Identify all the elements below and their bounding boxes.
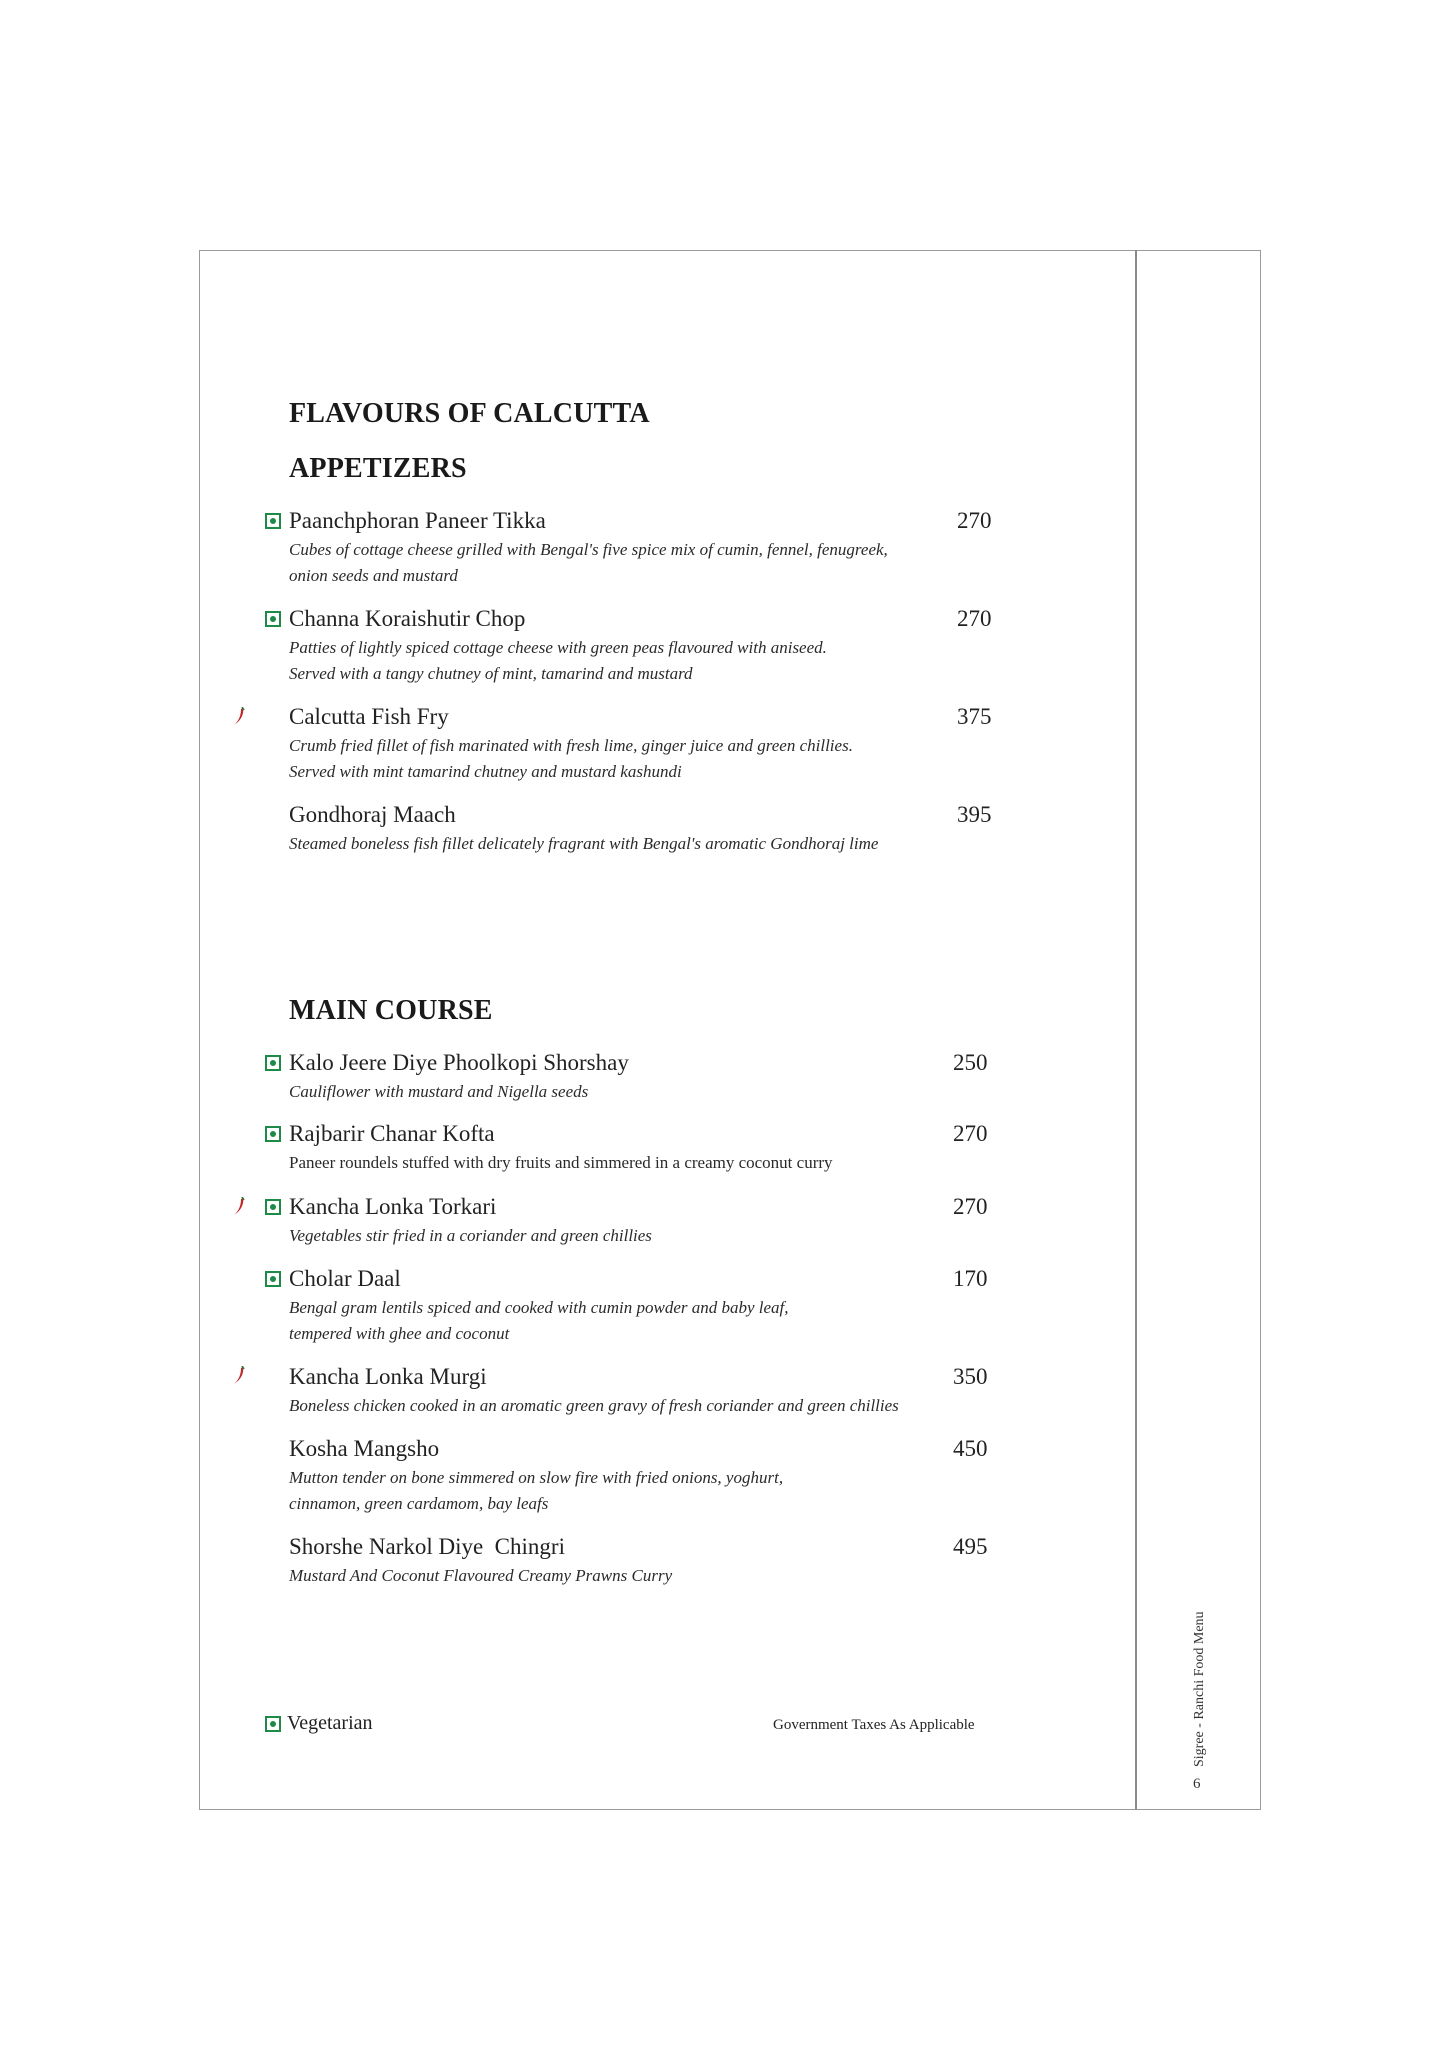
item-price: 450	[953, 1436, 988, 1461]
item-price: 250	[953, 1050, 988, 1075]
item-description: Boneless chicken cooked in an aromatic green gravy of fresh coriander and green chillies	[289, 1396, 899, 1415]
item-description: Cubes of cottage cheese grilled with Bengal's five spice mix of cumin, fennel, fenugreek, onion seeds and mustard	[289, 540, 888, 585]
item-name: Kancha Lonka Murgi	[289, 1364, 487, 1389]
item-description: Patties of lightly spiced cottage cheese with green peas flavoured with aniseed. Served with a tangy chutney of mint, tamarind and mustard	[289, 638, 827, 683]
menu-item	[289, 1120, 989, 1176]
legend-label: Vegetarian	[287, 1712, 373, 1734]
page-number: 6	[1193, 1776, 1201, 1792]
tax-note: Government Taxes As Applicable	[773, 1717, 975, 1733]
item-price: 270	[957, 606, 992, 631]
menu-item	[289, 1435, 929, 1517]
menu-item	[289, 507, 929, 589]
red-chilli-icon	[232, 707, 246, 727]
item-description: Vegetables stir fried in a coriander and green chillies	[289, 1226, 652, 1245]
item-price: 395	[957, 802, 992, 827]
item-name: Channa Koraishutir Chop	[289, 606, 526, 631]
menu-item	[289, 1265, 929, 1347]
item-name: Gondhoraj Maach	[289, 802, 456, 827]
item-name: Kosha Mangsho	[289, 1436, 440, 1461]
item-price: 375	[957, 704, 992, 729]
veg-icon	[265, 1126, 281, 1142]
menu-item	[289, 703, 929, 785]
menu-item	[289, 1193, 929, 1249]
item-description: Mustard And Coconut Flavoured Creamy Prawns Curry	[289, 1566, 673, 1585]
item-name: Cholar Daal	[289, 1266, 401, 1291]
item-price: 270	[953, 1121, 988, 1146]
item-price: 350	[953, 1364, 988, 1389]
main-course-heading: MAIN COURSE	[289, 995, 493, 1026]
item-name: Calcutta Fish Fry	[289, 704, 449, 729]
item-description: Mutton tender on bone simmered on slow fire with fried onions, yoghurt, cinnamon, green cardamom, bay leafs	[289, 1468, 784, 1513]
item-name: Rajbarir Chanar Kofta	[289, 1121, 495, 1146]
item-description: Crumb fried fillet of fish marinated with fresh lime, ginger juice and green chillies. Served with mint tamarind chutney and mustard kashundi	[289, 736, 853, 781]
cuisine-heading: FLAVOURS OF CALCUTTA	[289, 398, 650, 429]
veg-icon	[265, 513, 281, 529]
item-description: Bengal gram lentils spiced and cooked with cumin powder and baby leaf, tempered with ghee and coconut	[289, 1298, 789, 1343]
item-name: Shorshe Narkol Diye Chingri	[289, 1534, 565, 1559]
appetizers-heading: APPETIZERS	[289, 453, 467, 484]
menu-item	[289, 1533, 929, 1589]
veg-icon	[265, 1199, 281, 1215]
side-divider	[1135, 250, 1137, 1810]
veg-icon	[265, 1716, 281, 1732]
menu-item	[289, 1363, 989, 1419]
item-description: Paneer roundels stuffed with dry fruits and simmered in a creamy coconut curry	[289, 1153, 833, 1172]
item-name: Kalo Jeere Diye Phoolkopi Shorshay	[289, 1050, 629, 1075]
item-description: Steamed boneless fish fillet delicately fragrant with Bengal's aromatic Gondhoraj lime	[289, 834, 879, 853]
item-price: 270	[957, 508, 992, 533]
veg-icon	[265, 1271, 281, 1287]
item-name: Paanchphoran Paneer Tikka	[289, 508, 546, 533]
red-chilli-icon	[232, 1197, 246, 1217]
menu-item	[289, 801, 989, 857]
menu-side-title: Sigree - Ranchi Food Menu	[1192, 1611, 1207, 1767]
veg-icon	[265, 1055, 281, 1071]
menu-item	[289, 1049, 929, 1105]
item-price: 170	[953, 1266, 988, 1291]
item-description: Cauliflower with mustard and Nigella seeds	[289, 1082, 589, 1101]
item-price: 270	[953, 1194, 988, 1219]
red-chilli-icon	[232, 1366, 246, 1386]
item-name: Kancha Lonka Torkari	[289, 1194, 497, 1219]
veg-icon	[265, 611, 281, 627]
item-price: 495	[953, 1534, 988, 1559]
menu-item	[289, 605, 929, 687]
